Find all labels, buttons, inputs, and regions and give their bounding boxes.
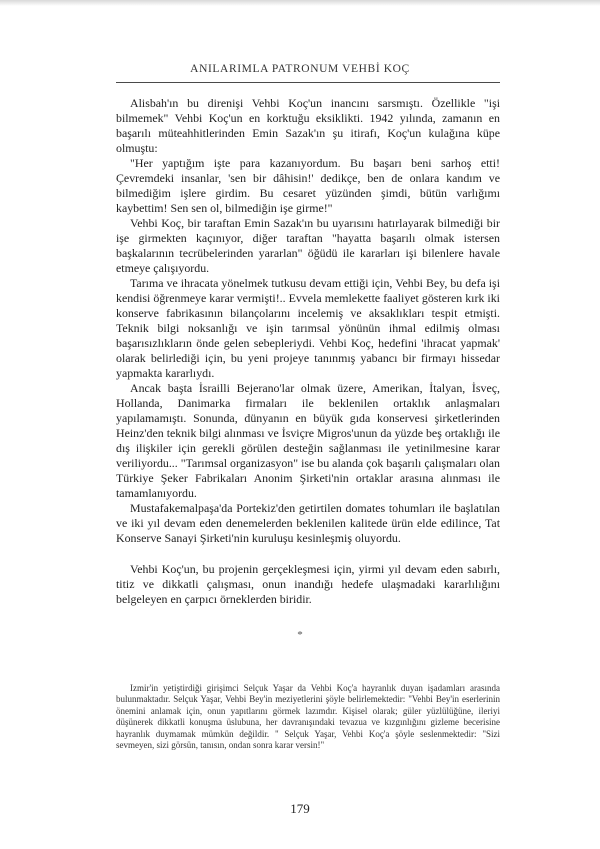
paragraph: Alisbah'ın bu direnişi Vehbi Koç'un inancını sarsmıştı. Özellikle "işi bilmemek" Vehbi Koç'un en korktuğu eksiklikti. 1942 yılında, zamanın en başarılı müteahhitlerinden Emin Sazak'ın şu itirafı, Koç'un kulağına küpe olmuştu: [116,96,500,155]
closing-paragraph: Vehbi Koç'un, bu projenin gerçekleşmesi için, yirmi yıl devam eden sabırlı, titiz ve dikkatli çalışması, onun inandığı hedefe ulaşmadaki kararlılığını belgeleyen en çarpıcı örneklerden biridir. [116,562,500,606]
scan-top-edge [0,0,600,6]
body-text [116,96,500,607]
paragraph: Mustafakemalpaşa'da Portekiz'den getirtilen domates tohumları ile başlatılan ve iki yıl devam eden denemelerden beklenilen kalitede ürün elde edilince, Tat Konserve Sanayi Şirketi'nin kuruluşu kesinleşmiş oluyordu. [116,501,500,545]
quote-paragraph: "Her yaptığım işte para kazanıyordum. Bu başarı beni sarhoş etti! Çevremdeki insanlar, 'sen bir dâhisin!' dedikçe, ben de onlara kandım ve bilmediğim işlere girdim. Bu cesaret yüzünden şimdi, bütün varlığımı kaybettim! Sen sen ol, bilmediğin işe girme!" [116,156,500,215]
footnote [116,683,500,751]
page-number: 179 [290,801,310,816]
running-head: ANILARIMLA PATRONUM VEHBİ KOÇ [190,63,410,75]
paragraph: Tarıma ve ihracata yönelmek tutkusu devam ettiği için, Vehbi Bey, bu defa işi kendisi öğrenmeye karar vermişti!.. Evvela memlekette faaliyet gösteren kırk iki konserve fabrikasının bilançolarını incelemiş ve aksaklıkları tespit etmişti. Teknik bilgi noksanlığı ve işin tarımsal yönünün ihmal edilmiş olması başarısızlıkların önde gelen sebepleriydi. Vehbi Koç, hedefini 'ihracat yapmak' olarak belirlediği için, bu yeni projeye tanınmış yabancı bir firmayı hissedar yapmakta kararlıydı. [116,276,500,380]
header-rule [116,82,500,83]
paragraph: Vehbi Koç, bir taraftan Emin Sazak'ın bu uyarısını hatırlayarak bilmediği bir işe girmekten kaçınıyor, diğer taraftan "hayatta başarılı olmak istersen başkalarının tecrübelerinden yararlan" öğüdü ile kararları işi bilenlere havale etmeye çalışıyordu. [116,216,500,275]
section-separator: * [297,629,303,641]
footnote-text: Izmir'in yetiştirdiği girişimci Selçuk Yaşar da Vehbi Koç'a hayranlık duyan işadamları arasında bulunmaktadır. Selçuk Yaşar, Vehbi Bey'in meziyetlerini şöyle belirlemektedir: "Vehbi Bey'in eserlerinin önemini anlamak için, onun yapıtlarını görmek lazımdır. Kişisel olarak; güler yüzlülüğüne, ileriyi düşünerek dikkatli konuşma üslubuna, her davranışındaki tevazua ve kızgınlığını gizleme becerisine hayranlık duymamak mümkün değildir. " Selçuk Yaşar, Vehbi Koç'a şöyle seslenmektedir: "Sizi sevmeyen, sizi görsün, tanısın, ondan sonra karar versin!" [116,683,500,751]
paragraph: Ancak başta İsrailli Bejerano'lar olmak üzere, Amerikan, İtalyan, İsveç, Hollanda, Danimarka firmaları ile beklenilen ortaklık anlaşmaları yapılamamıştı. Sonunda, dünyanın en büyük gıda konservesi şirketlerinden Heinz'den teknik bilgi alınması ve İsviçre Migros'unun da yüzde beş ortaklığı ile dış ilişkiler için gerekli görülen desteğin sağlanması ile yetinilmesine karar veriliyordu... "Tarımsal organizasyon" ise bu alanda çok başarılı çalışmaları olan Türkiye Şeker Fabrikaları Anonim Şirketi'nin ortaklar arasına alınması ile tamamlanıyordu. [116,381,500,500]
